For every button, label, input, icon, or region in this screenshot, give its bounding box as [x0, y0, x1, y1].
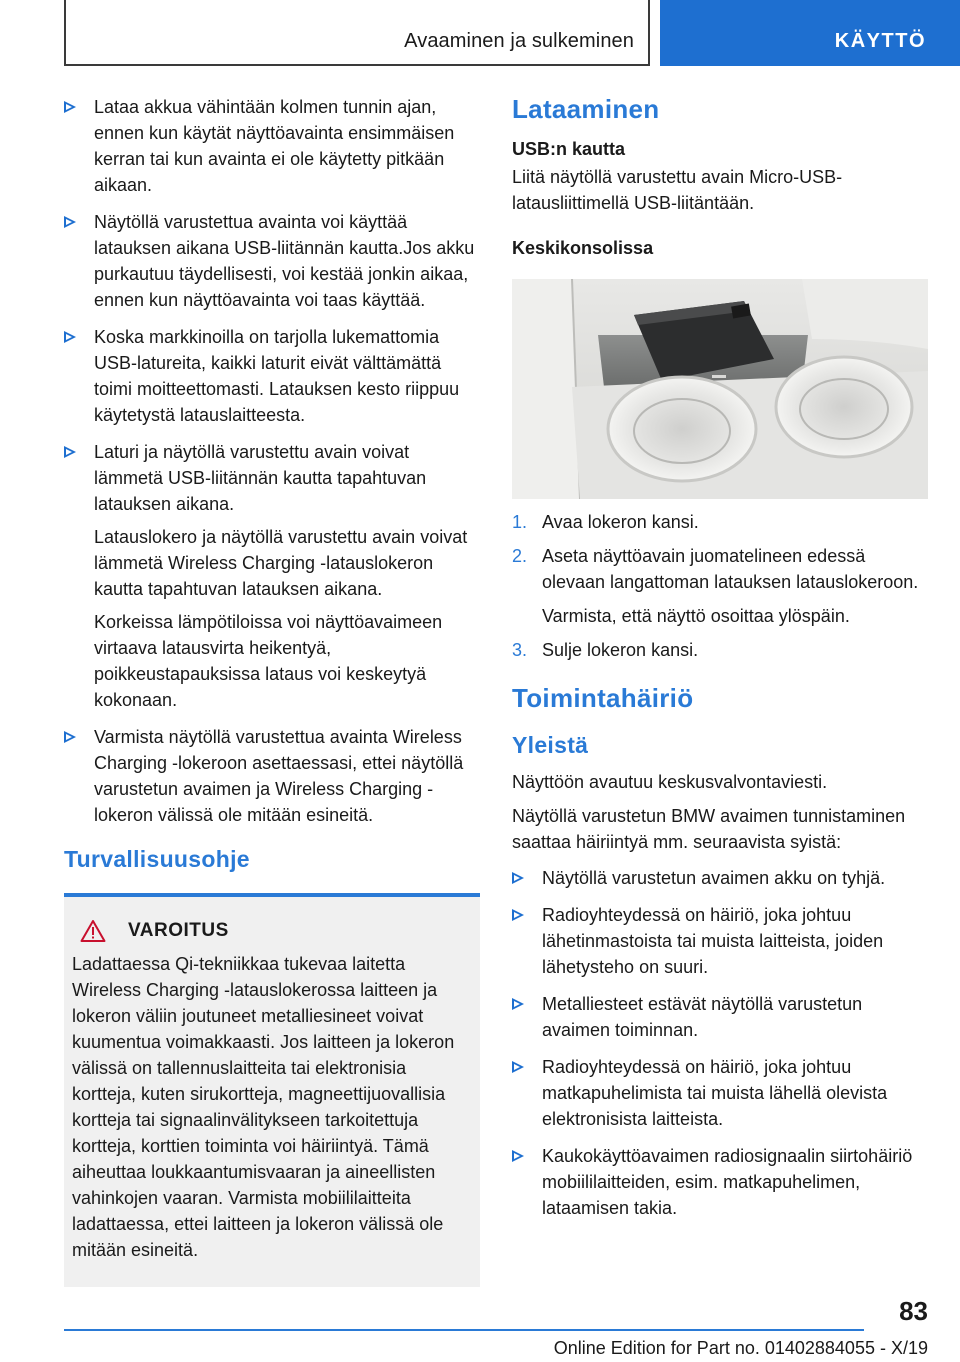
- section-title: KÄYTTÖ: [834, 30, 926, 52]
- bullet-triangle-icon: [64, 731, 76, 743]
- bullet-triangle-icon: [512, 998, 524, 1010]
- trouble-heading: Toimintahäiriö: [512, 683, 694, 713]
- warning-label: VAROITUS: [128, 920, 229, 941]
- safety-heading: Turvallisuusohje: [64, 846, 250, 872]
- step-item: 2. Aseta näyttöavain juomatelineen edessä olevaan langattoman latauksen latauslokeroon. Varmista, että näyttö osoittaa ylöspäin.: [512, 543, 928, 629]
- step-list: [512, 509, 928, 663]
- bullet-triangle-icon: [64, 101, 76, 113]
- bullet-triangle-icon: [512, 909, 524, 921]
- bullet-triangle-icon: [64, 331, 76, 343]
- warning-text: Ladattaessa Qi-tekniikkaa tukevaa laitetta Wireless Charging -latauslokerossa laitteen ja lokeron väliin joutuneet metalliesineet voivat kuumentua voimakkaasti. Jos laitteen ja lokeron välissä on tallennuslaitteita tai elektronisia kortteja, kuten sirukortteja, magneettijuovallisia kortteja tai signaalinvälitykseen tarkoitettuja kortteja, korttien toiminta voi häiriintyä. Tämä aiheuttaa loukkaantumisvaaran ja aineellisten vahinkojen vaaran. Varmista mobiililaitteita ladattaessa, ettei laitteen ja lokeron välissä ole mitään esineitä.: [72, 954, 455, 1260]
- cause-bullet-list: [512, 865, 928, 1221]
- console-photo: [512, 279, 928, 499]
- warning-triangle-icon: [80, 919, 106, 943]
- list-item: Metalliesteet estävät näytöllä varustetun avaimen toiminnan.: [512, 991, 928, 1043]
- bullet-triangle-icon: [512, 1150, 524, 1162]
- step-number: 1.: [512, 512, 528, 532]
- step-item: 1. Avaa lokeron kansi.: [512, 509, 928, 535]
- edition-text: Online Edition for Part no. 01402884055 - X/19: [553, 1338, 928, 1358]
- chapter-title: Avaaminen ja sulkeminen: [404, 30, 634, 52]
- chapter-tab: [64, 0, 650, 66]
- list-item: Kaukokäyttöavaimen radiosignaalin siirtohäiriö mobiililaitteiden, esim. matkapuhelimen, lataamisen takia.: [512, 1143, 928, 1221]
- step-number: 2.: [512, 546, 528, 566]
- bullet-triangle-icon: [64, 216, 76, 228]
- general-heading: Yleistä: [512, 732, 589, 758]
- list-item: Näytöllä varustetun avaimen akku on tyhjä.: [512, 865, 928, 891]
- console-heading: Keskikonsolissa: [512, 238, 654, 258]
- list-item: Laturi ja näytöllä varustettu avain voivat lämmetä USB-liitännän kautta tapahtuvan latauksen aikana. Latauslokero ja näytöllä varustettu avain voivat lämmetä Wireless Charging -latauslokeron kautta tapahtuvan latauksen aikana. Korkeissa lämpötiloissa voi näyttöavaimeen virtaava latausvirta heikentyä, poikkeustapauksissa lataus voi keskeytyä kokonaan.: [64, 439, 480, 713]
- step-number: 3.: [512, 640, 528, 660]
- list-item: Varmista näytöllä varustettua avainta Wireless Charging -lokeroon asettaessasi, ettei näytöllä varustetun avaimen ja Wireless Charging -lokeron välissä ole mitään esineitä.: [64, 724, 480, 828]
- bullet-triangle-icon: [512, 1061, 524, 1073]
- general-text-1: Näyttöön avautuu keskusvalvontaviesti.: [512, 772, 828, 792]
- list-item: Koska markkinoilla on tarjolla lukemattomia USB-latureita, kaikki laturit eivät välttämättä toimi moitteettomasti. Latauksen kesto riippuu käytetystä latauslaitteesta.: [64, 324, 480, 428]
- step-note: Varmista, että näyttö osoittaa ylöspäin.: [542, 606, 850, 626]
- list-item: Radioyhteydessä on häiriö, joka johtuu matkapuhelimista tai muista lähellä olevista elektronisista laitteista.: [512, 1054, 928, 1132]
- list-item-note: Latauslokero ja näytöllä varustettu avain voivat lämmetä Wireless Charging -latauslokeron kautta tapahtuvan latauksen aikana.: [94, 527, 468, 599]
- general-text-2: Näytöllä varustetun BMW avaimen tunnistaminen saattaa häiriintyä mm. seuraavista syistä:: [512, 806, 906, 852]
- step-item: 3. Sulje lokeron kansi.: [512, 637, 928, 663]
- usb-heading: USB:n kautta: [512, 139, 626, 159]
- footer-divider: [64, 1329, 864, 1331]
- warning-header: [72, 919, 472, 943]
- charging-heading: Lataaminen: [512, 94, 660, 124]
- page-number: 83: [899, 1296, 928, 1326]
- list-item: Lataa akkua vähintään kolmen tunnin ajan, ennen kun käytät näyttöavainta ensimmäisen kerran tai kun avainta ei ole käytetty pitkään aikaan.: [64, 94, 480, 198]
- left-column: [64, 94, 480, 1287]
- list-item: Näytöllä varustettua avainta voi käyttää latauksen aikana USB-liitännän kautta.Jos akku purkautuu täydellisesti, voi kestää jonkin aikaa, ennen kun näyttöavainta voi taas käyttää.: [64, 209, 480, 313]
- info-bullet-list: [64, 94, 480, 828]
- section-tab: [660, 0, 960, 66]
- list-item-note: Korkeissa lämpötiloissa voi näyttöavaimeen virtaava latausvirta heikentyä, poikkeustapauksissa lataus voi keskeytyä kokonaan.: [94, 612, 443, 710]
- warning-box: [64, 893, 480, 1287]
- right-column: [512, 94, 928, 1232]
- list-item: Radioyhteydessä on häiriö, joka johtuu lähetinmastoista tai muista laitteista, joiden lähetysteho on suuri.: [512, 902, 928, 980]
- usb-text: Liitä näytöllä varustettu avain Micro-USB-latausliittimellä USB-liitäntään.: [512, 167, 843, 213]
- bullet-triangle-icon: [64, 446, 76, 458]
- bullet-triangle-icon: [512, 872, 524, 884]
